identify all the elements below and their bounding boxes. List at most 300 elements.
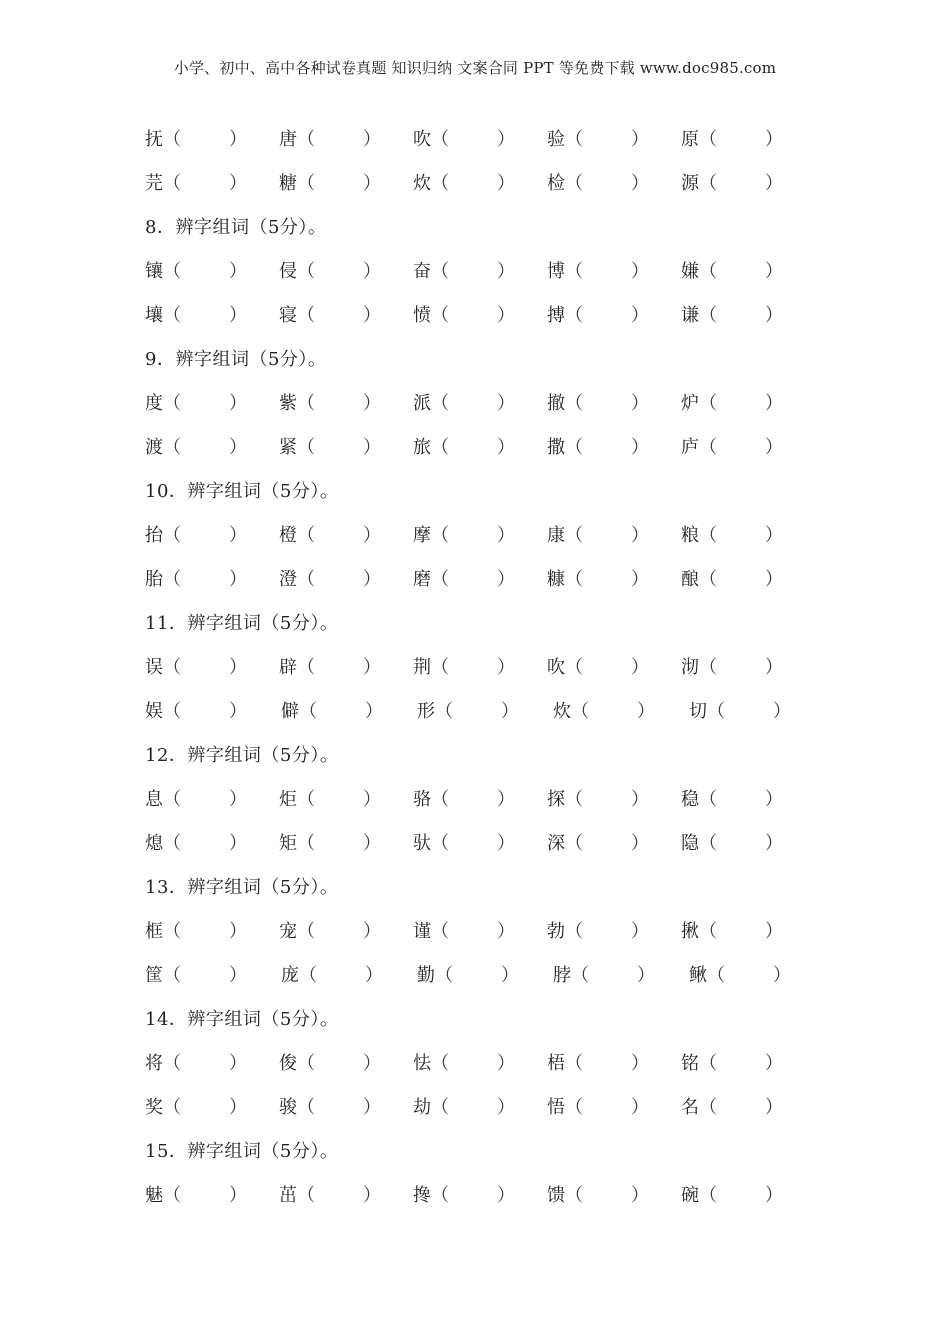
word-row bbox=[145, 291, 845, 335]
open-paren: （ bbox=[565, 261, 583, 282]
char: 撒 bbox=[547, 437, 565, 458]
char: 辟 bbox=[279, 657, 297, 678]
close-paren: ） bbox=[497, 921, 515, 942]
char: 糖 bbox=[279, 173, 297, 194]
open-paren: （ bbox=[163, 569, 181, 590]
char: 娱 bbox=[145, 701, 163, 722]
close-paren: ） bbox=[229, 921, 247, 942]
open-paren: （ bbox=[565, 437, 583, 458]
char-blank bbox=[681, 389, 783, 415]
char: 度 bbox=[145, 393, 163, 414]
char: 粮 bbox=[681, 525, 699, 546]
char-blank bbox=[689, 961, 791, 987]
char-blank bbox=[553, 961, 655, 987]
question-heading: 13．辨字组词（5分）。 bbox=[145, 877, 339, 898]
char-blank bbox=[413, 389, 515, 415]
close-paren: ） bbox=[229, 525, 247, 546]
close-paren: ） bbox=[631, 261, 649, 282]
char-blank bbox=[681, 829, 783, 855]
open-paren: （ bbox=[297, 437, 315, 458]
char-blank bbox=[547, 653, 649, 679]
word-row bbox=[145, 1083, 845, 1127]
open-paren: （ bbox=[163, 1185, 181, 1206]
open-paren: （ bbox=[431, 525, 449, 546]
char: 怯 bbox=[413, 1053, 431, 1074]
open-paren: （ bbox=[565, 1053, 583, 1074]
open-paren: （ bbox=[431, 789, 449, 810]
char-blank bbox=[681, 521, 783, 547]
char: 炊 bbox=[413, 173, 431, 194]
open-paren: （ bbox=[163, 437, 181, 458]
open-paren: （ bbox=[565, 833, 583, 854]
close-paren: ） bbox=[363, 393, 381, 414]
open-paren: （ bbox=[163, 305, 181, 326]
close-paren: ） bbox=[765, 129, 783, 150]
char: 验 bbox=[547, 129, 565, 150]
char-blank bbox=[145, 389, 247, 415]
close-paren: ） bbox=[765, 1185, 783, 1206]
exercise-list bbox=[145, 115, 845, 1215]
word-row bbox=[145, 423, 845, 467]
char: 愤 bbox=[413, 305, 431, 326]
char-blank bbox=[417, 697, 519, 723]
close-paren: ） bbox=[773, 701, 791, 722]
char: 勤 bbox=[417, 965, 435, 986]
close-paren: ） bbox=[765, 833, 783, 854]
char-blank bbox=[145, 565, 247, 591]
char-blank bbox=[547, 389, 649, 415]
open-paren: （ bbox=[431, 1097, 449, 1118]
close-paren: ） bbox=[765, 789, 783, 810]
char-blank bbox=[145, 653, 247, 679]
char: 劫 bbox=[413, 1097, 431, 1118]
open-paren: （ bbox=[297, 921, 315, 942]
close-paren: ） bbox=[229, 305, 247, 326]
open-paren: （ bbox=[163, 261, 181, 282]
char: 深 bbox=[547, 833, 565, 854]
char: 谦 bbox=[681, 305, 699, 326]
char: 侵 bbox=[279, 261, 297, 282]
open-paren: （ bbox=[431, 393, 449, 414]
close-paren: ） bbox=[497, 305, 515, 326]
word-row bbox=[145, 1039, 845, 1083]
char: 脖 bbox=[553, 965, 571, 986]
char: 熄 bbox=[145, 833, 163, 854]
char-blank bbox=[145, 961, 247, 987]
char: 名 bbox=[681, 1097, 699, 1118]
open-paren: （ bbox=[297, 261, 315, 282]
char-blank bbox=[279, 125, 381, 151]
char: 奖 bbox=[145, 1097, 163, 1118]
char: 磨 bbox=[413, 569, 431, 590]
close-paren: ） bbox=[497, 525, 515, 546]
char-blank bbox=[279, 785, 381, 811]
close-paren: ） bbox=[631, 921, 649, 942]
char-blank bbox=[145, 917, 247, 943]
close-paren: ） bbox=[497, 789, 515, 810]
close-paren: ） bbox=[765, 657, 783, 678]
close-paren: ） bbox=[229, 569, 247, 590]
char: 息 bbox=[145, 789, 163, 810]
char-blank bbox=[681, 169, 783, 195]
char-blank bbox=[553, 697, 655, 723]
close-paren: ） bbox=[229, 1097, 247, 1118]
char-blank bbox=[145, 433, 247, 459]
char: 博 bbox=[547, 261, 565, 282]
open-paren: （ bbox=[163, 1097, 181, 1118]
open-paren: （ bbox=[163, 1053, 181, 1074]
char-blank bbox=[145, 521, 247, 547]
close-paren: ） bbox=[631, 569, 649, 590]
close-paren: ） bbox=[631, 789, 649, 810]
char: 庞 bbox=[281, 965, 299, 986]
close-paren: ） bbox=[631, 305, 649, 326]
close-paren: ） bbox=[363, 1185, 381, 1206]
close-paren: ） bbox=[765, 525, 783, 546]
close-paren: ） bbox=[631, 129, 649, 150]
word-row bbox=[145, 907, 845, 951]
char-blank bbox=[145, 301, 247, 327]
close-paren: ） bbox=[363, 657, 381, 678]
char: 悟 bbox=[547, 1097, 565, 1118]
open-paren: （ bbox=[699, 393, 717, 414]
char: 误 bbox=[145, 657, 163, 678]
char: 旅 bbox=[413, 437, 431, 458]
close-paren: ） bbox=[229, 173, 247, 194]
char-blank bbox=[547, 565, 649, 591]
word-row bbox=[145, 247, 845, 291]
close-paren: ） bbox=[497, 833, 515, 854]
char-blank bbox=[413, 917, 515, 943]
close-paren: ） bbox=[229, 789, 247, 810]
open-paren: （ bbox=[699, 921, 717, 942]
char: 澄 bbox=[279, 569, 297, 590]
question-heading: 10．辨字组词（5分）。 bbox=[145, 481, 339, 502]
char-blank bbox=[413, 785, 515, 811]
char: 荆 bbox=[413, 657, 431, 678]
open-paren: （ bbox=[565, 569, 583, 590]
char-blank bbox=[145, 829, 247, 855]
close-paren: ） bbox=[229, 657, 247, 678]
open-paren: （ bbox=[565, 393, 583, 414]
char-blank bbox=[413, 565, 515, 591]
close-paren: ） bbox=[363, 173, 381, 194]
char: 康 bbox=[547, 525, 565, 546]
char-blank bbox=[279, 1049, 381, 1075]
close-paren: ） bbox=[497, 657, 515, 678]
char-blank bbox=[547, 917, 649, 943]
char-blank bbox=[145, 1049, 247, 1075]
char-blank bbox=[279, 917, 381, 943]
close-paren: ） bbox=[497, 393, 515, 414]
word-row bbox=[145, 951, 845, 995]
close-paren: ） bbox=[765, 1053, 783, 1074]
char: 驮 bbox=[413, 833, 431, 854]
char-blank bbox=[413, 257, 515, 283]
open-paren: （ bbox=[297, 129, 315, 150]
close-paren: ） bbox=[497, 261, 515, 282]
close-paren: ） bbox=[631, 1097, 649, 1118]
open-paren: （ bbox=[297, 173, 315, 194]
close-paren: ） bbox=[363, 833, 381, 854]
close-paren: ） bbox=[497, 437, 515, 458]
char: 矩 bbox=[279, 833, 297, 854]
open-paren: （ bbox=[297, 569, 315, 590]
open-paren: （ bbox=[431, 437, 449, 458]
open-paren: （ bbox=[565, 789, 583, 810]
close-paren: ） bbox=[365, 965, 383, 986]
char: 奋 bbox=[413, 261, 431, 282]
page-header: 小学、初中、高中各种试卷真题 知识归纳 文案合同 PPT 等免费下载 www.doc985.com bbox=[173, 59, 777, 77]
char-blank bbox=[279, 653, 381, 679]
char: 形 bbox=[417, 701, 435, 722]
open-paren: （ bbox=[163, 921, 181, 942]
open-paren: （ bbox=[297, 833, 315, 854]
open-paren: （ bbox=[431, 173, 449, 194]
question-heading: 15．辨字组词（5分）。 bbox=[145, 1141, 339, 1162]
close-paren: ） bbox=[631, 173, 649, 194]
word-row bbox=[145, 775, 845, 819]
char-blank bbox=[279, 1093, 381, 1119]
close-paren: ） bbox=[229, 261, 247, 282]
close-paren: ） bbox=[497, 1185, 515, 1206]
char-blank bbox=[681, 125, 783, 151]
close-paren: ） bbox=[501, 701, 519, 722]
char: 揪 bbox=[681, 921, 699, 942]
char: 寝 bbox=[279, 305, 297, 326]
char-blank bbox=[413, 1181, 515, 1207]
open-paren: （ bbox=[163, 657, 181, 678]
open-paren: （ bbox=[163, 525, 181, 546]
close-paren: ） bbox=[497, 1053, 515, 1074]
word-row bbox=[145, 379, 845, 423]
open-paren: （ bbox=[431, 1185, 449, 1206]
char-blank bbox=[279, 433, 381, 459]
char: 切 bbox=[689, 701, 707, 722]
open-paren: （ bbox=[565, 1185, 583, 1206]
close-paren: ） bbox=[501, 965, 519, 986]
char-blank bbox=[417, 961, 519, 987]
question-heading: 11．辨字组词（5分）。 bbox=[145, 613, 339, 634]
char-blank bbox=[681, 301, 783, 327]
char: 嫌 bbox=[681, 261, 699, 282]
word-row bbox=[145, 819, 845, 863]
char-blank bbox=[547, 1049, 649, 1075]
close-paren: ） bbox=[631, 1053, 649, 1074]
open-paren: （ bbox=[297, 789, 315, 810]
char-blank bbox=[413, 125, 515, 151]
char: 摩 bbox=[413, 525, 431, 546]
open-paren: （ bbox=[431, 569, 449, 590]
open-paren: （ bbox=[431, 305, 449, 326]
char: 茁 bbox=[279, 1185, 297, 1206]
close-paren: ） bbox=[363, 921, 381, 942]
close-paren: ） bbox=[637, 965, 655, 986]
open-paren: （ bbox=[297, 305, 315, 326]
char: 炉 bbox=[681, 393, 699, 414]
open-paren: （ bbox=[699, 1097, 717, 1118]
open-paren: （ bbox=[435, 701, 453, 722]
char: 派 bbox=[413, 393, 431, 414]
open-paren: （ bbox=[565, 657, 583, 678]
char: 胎 bbox=[145, 569, 163, 590]
char: 梧 bbox=[547, 1053, 565, 1074]
open-paren: （ bbox=[699, 173, 717, 194]
close-paren: ） bbox=[765, 393, 783, 414]
close-paren: ） bbox=[229, 129, 247, 150]
char: 抬 bbox=[145, 525, 163, 546]
close-paren: ） bbox=[765, 569, 783, 590]
word-row bbox=[145, 511, 845, 555]
open-paren: （ bbox=[565, 173, 583, 194]
close-paren: ） bbox=[363, 437, 381, 458]
char-blank bbox=[681, 785, 783, 811]
close-paren: ） bbox=[229, 1185, 247, 1206]
char: 魅 bbox=[145, 1185, 163, 1206]
char: 碗 bbox=[681, 1185, 699, 1206]
question-heading: 8．辨字组词（5分）。 bbox=[145, 217, 327, 238]
char: 镶 bbox=[145, 261, 163, 282]
close-paren: ） bbox=[229, 1053, 247, 1074]
char-blank bbox=[281, 697, 383, 723]
open-paren: （ bbox=[431, 657, 449, 678]
question-heading: 14．辨字组词（5分）。 bbox=[145, 1009, 339, 1030]
open-paren: （ bbox=[163, 833, 181, 854]
close-paren: ） bbox=[765, 261, 783, 282]
open-paren: （ bbox=[699, 525, 717, 546]
open-paren: （ bbox=[707, 701, 725, 722]
close-paren: ） bbox=[497, 569, 515, 590]
close-paren: ） bbox=[363, 569, 381, 590]
close-paren: ） bbox=[363, 1097, 381, 1118]
close-paren: ） bbox=[363, 1053, 381, 1074]
char: 原 bbox=[681, 129, 699, 150]
char-blank bbox=[279, 1181, 381, 1207]
close-paren: ） bbox=[497, 129, 515, 150]
char: 橙 bbox=[279, 525, 297, 546]
open-paren: （ bbox=[163, 129, 181, 150]
char-blank bbox=[681, 433, 783, 459]
open-paren: （ bbox=[699, 305, 717, 326]
open-paren: （ bbox=[565, 1097, 583, 1118]
open-paren: （ bbox=[297, 1185, 315, 1206]
char: 紧 bbox=[279, 437, 297, 458]
char: 筐 bbox=[145, 965, 163, 986]
open-paren: （ bbox=[163, 789, 181, 810]
char: 检 bbox=[547, 173, 565, 194]
char-blank bbox=[413, 433, 515, 459]
char: 骆 bbox=[413, 789, 431, 810]
char-blank bbox=[145, 125, 247, 151]
open-paren: （ bbox=[297, 393, 315, 414]
open-paren: （ bbox=[707, 965, 725, 986]
close-paren: ） bbox=[637, 701, 655, 722]
word-row bbox=[145, 159, 845, 203]
close-paren: ） bbox=[631, 833, 649, 854]
char-blank bbox=[145, 1093, 247, 1119]
char-blank bbox=[681, 1049, 783, 1075]
open-paren: （ bbox=[297, 1053, 315, 1074]
question-heading: 9．辨字组词（5分）。 bbox=[145, 349, 327, 370]
close-paren: ） bbox=[631, 657, 649, 678]
char: 吹 bbox=[547, 657, 565, 678]
open-paren: （ bbox=[699, 657, 717, 678]
char: 搏 bbox=[547, 305, 565, 326]
char: 探 bbox=[547, 789, 565, 810]
word-row bbox=[145, 1171, 845, 1215]
char-blank bbox=[681, 1181, 783, 1207]
open-paren: （ bbox=[431, 1053, 449, 1074]
char: 搀 bbox=[413, 1185, 431, 1206]
char: 谨 bbox=[413, 921, 431, 942]
question-heading: 12．辨字组词（5分）。 bbox=[145, 745, 339, 766]
char-blank bbox=[547, 785, 649, 811]
open-paren: （ bbox=[699, 569, 717, 590]
char-blank bbox=[145, 785, 247, 811]
char: 隐 bbox=[681, 833, 699, 854]
close-paren: ） bbox=[363, 305, 381, 326]
char-blank bbox=[145, 257, 247, 283]
char: 俊 bbox=[279, 1053, 297, 1074]
open-paren: （ bbox=[163, 701, 181, 722]
char-blank bbox=[413, 521, 515, 547]
char: 沏 bbox=[681, 657, 699, 678]
close-paren: ） bbox=[765, 921, 783, 942]
char: 稳 bbox=[681, 789, 699, 810]
char: 勃 bbox=[547, 921, 565, 942]
open-paren: （ bbox=[565, 525, 583, 546]
char-blank bbox=[413, 829, 515, 855]
open-paren: （ bbox=[163, 965, 181, 986]
open-paren: （ bbox=[299, 965, 317, 986]
open-paren: （ bbox=[297, 525, 315, 546]
close-paren: ） bbox=[229, 701, 247, 722]
char: 酿 bbox=[681, 569, 699, 590]
close-paren: ） bbox=[631, 525, 649, 546]
open-paren: （ bbox=[699, 1185, 717, 1206]
open-paren: （ bbox=[299, 701, 317, 722]
word-row bbox=[145, 643, 845, 687]
char-blank bbox=[547, 169, 649, 195]
char: 源 bbox=[681, 173, 699, 194]
char: 撤 bbox=[547, 393, 565, 414]
close-paren: ） bbox=[631, 393, 649, 414]
close-paren: ） bbox=[229, 965, 247, 986]
char-blank bbox=[681, 257, 783, 283]
char-blank bbox=[279, 169, 381, 195]
open-paren: （ bbox=[163, 173, 181, 194]
close-paren: ） bbox=[229, 437, 247, 458]
char-blank bbox=[279, 565, 381, 591]
open-paren: （ bbox=[565, 129, 583, 150]
char-blank bbox=[547, 829, 649, 855]
open-paren: （ bbox=[565, 921, 583, 942]
char: 将 bbox=[145, 1053, 163, 1074]
char: 框 bbox=[145, 921, 163, 942]
close-paren: ） bbox=[497, 1097, 515, 1118]
close-paren: ） bbox=[363, 525, 381, 546]
close-paren: ） bbox=[363, 129, 381, 150]
char-blank bbox=[547, 1181, 649, 1207]
char-blank bbox=[281, 961, 383, 987]
char-blank bbox=[547, 521, 649, 547]
close-paren: ） bbox=[497, 173, 515, 194]
char: 庐 bbox=[681, 437, 699, 458]
char-blank bbox=[279, 521, 381, 547]
close-paren: ） bbox=[765, 437, 783, 458]
char-blank bbox=[279, 389, 381, 415]
close-paren: ） bbox=[631, 1185, 649, 1206]
